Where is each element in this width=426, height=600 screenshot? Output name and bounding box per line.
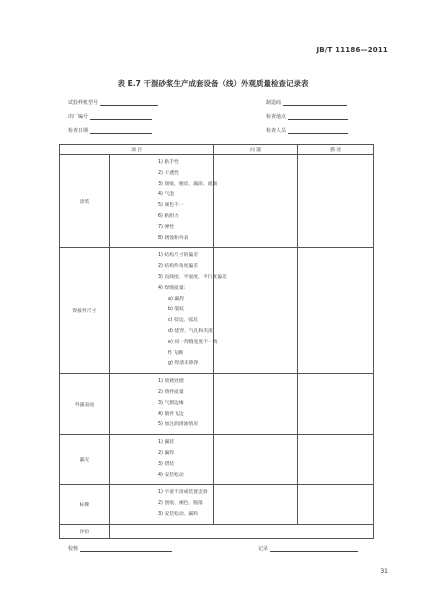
header-description: 描 述 (298, 145, 374, 155)
check-item: 3) 安装松动、漏料 (158, 511, 199, 517)
info-label: 检查人员 (266, 128, 287, 134)
table-row (60, 435, 374, 485)
page-number: 31 (380, 568, 388, 575)
info-label: 试验样机型号 (68, 100, 99, 106)
description-cell (298, 374, 374, 435)
group-name: 焊接件尺寸 (60, 248, 110, 374)
description-cell (298, 485, 374, 524)
info-sample-no (68, 99, 158, 106)
info-label: 制造商 (266, 100, 282, 106)
group-items (110, 248, 227, 374)
check-item: 3) 错装 (158, 461, 175, 467)
check-item: 2) 结构件角度偏差 (158, 264, 199, 270)
evaluation-cell (110, 524, 374, 538)
evaluation-row (60, 524, 374, 538)
group-name: 涂装 (60, 155, 110, 248)
check-subitem: d) 烧穿、气孔和夹渣 (168, 328, 213, 334)
description-cell (298, 155, 374, 248)
table-row (60, 155, 374, 248)
table-header-row (60, 145, 374, 155)
header-problem: 问 题 (214, 145, 298, 155)
check-item: 4) 安装松动 (158, 472, 184, 478)
check-item: 2) 刮痕、褪色、脱落 (158, 501, 203, 507)
standard-number: JB/T 11186—2011 (316, 46, 388, 54)
check-subitem: g) 焊渣未除净 (168, 361, 199, 367)
problem-cell (214, 248, 298, 374)
check-item: 3) 直线度、平面度、平行度偏差 (158, 274, 227, 280)
table-row (60, 485, 374, 524)
check-subitem: a) 漏焊 (168, 296, 184, 302)
group-items (110, 374, 214, 435)
check-subitem: c) 咬边、弧坑 (168, 318, 199, 324)
info-factory-no (68, 113, 152, 120)
check-item: 7) 弹性 (158, 224, 175, 230)
table-title: 表 E.7 干混砂浆生产成套设备（线）外观质量检查记录表 (117, 79, 309, 88)
group-name: 漏无 (60, 435, 110, 485)
check-item: 1) 字迹不清或装置歪斜 (158, 490, 208, 496)
check-item: 3) 划痕、脱皮、漏涂、流淌 (158, 181, 218, 187)
check-item: 6) 粘附力 (158, 213, 179, 219)
table-row (60, 374, 374, 435)
check-item: 4) 焊缝质量： (158, 285, 189, 291)
check-item: 2) 漏焊 (158, 450, 175, 456)
recorder-signature (68, 545, 172, 552)
check-item: 5) 加注润滑油情况 (158, 422, 199, 428)
group-name: 标牌 (60, 485, 110, 524)
check-item: 8) 锈蚀和外表 (158, 235, 189, 241)
inspection-record-table (59, 144, 374, 539)
signature-label: 记录 (258, 546, 269, 552)
check-item: 1) 粘手性 (158, 160, 179, 165)
evaluation-label: 评价 (60, 524, 110, 538)
check-item: 3) 气割边缘 (158, 400, 184, 406)
signature-label: 校核 (68, 546, 79, 552)
info-check-place (266, 113, 348, 120)
check-item: 4) 锻件飞边 (158, 411, 184, 417)
problem-cell (214, 435, 298, 485)
description-cell (298, 248, 374, 374)
check-item: 1) 漏装 (158, 440, 175, 446)
group-name: 外露表面 (60, 374, 110, 435)
check-item: 2) 铸件质量 (158, 389, 184, 395)
check-item: 2) 干透性 (158, 170, 179, 176)
check-subitem: b) 裂纹 (168, 307, 185, 313)
description-cell (298, 435, 374, 485)
check-item: 1) 结构尺寸的偏差 (158, 253, 199, 259)
check-item: 1) 放锈处理 (158, 379, 184, 385)
group-items (110, 155, 218, 248)
info-label: 检查地点 (266, 114, 287, 120)
problem-cell (214, 374, 298, 435)
info-inspector (266, 127, 348, 134)
check-item: 5) 颜色不一 (158, 203, 184, 209)
problem-cell (214, 485, 298, 524)
info-label: 出厂编号 (68, 114, 89, 120)
reviewer-signature (258, 545, 358, 552)
info-label: 检查日期 (68, 128, 89, 134)
problem-cell (214, 155, 298, 248)
header-item: 项 目 (60, 145, 214, 155)
check-subitem: e) 同一焊缝宽度不一致 (168, 339, 218, 345)
info-manufacturer (266, 99, 347, 106)
table-row (60, 248, 374, 374)
check-item: 4) 气泡 (158, 192, 175, 198)
info-check-date (68, 127, 152, 134)
group-items (110, 485, 214, 524)
group-items (110, 435, 214, 485)
check-subitem: f) 飞溅 (168, 350, 183, 356)
